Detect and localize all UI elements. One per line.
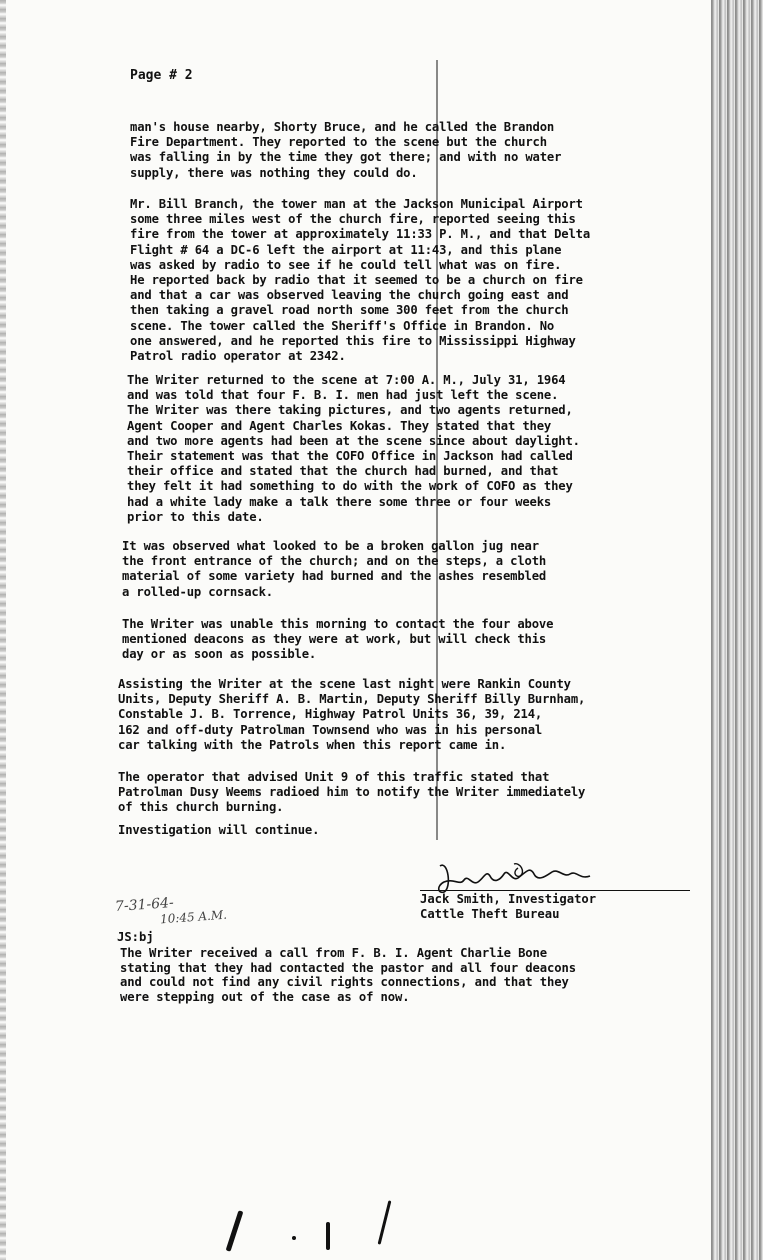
handwritten-date: 7-31-64- <box>114 894 175 916</box>
paragraph-tower-report: Mr. Bill Branch, the tower man at the Jackson Municipal Airport some three miles west of the church fire, reported seeing this fire from the tower at approximately 11:33 P. M., and that Delta Flight # 64 a DC-6 left the airport at 11:43, and this plane was asked by radio to see if he could tell what was on fire. He reported back by radio that it seemed to be a church on fire and that a car was observed leaving the church going east and then taking a gravel road north some 300 feet from the church scene. The tower called the Sheriff's Office in Brandon. No one answered, and he reported this fire to Mississippi Highway Patrol radio operator at 2342. <box>130 197 590 364</box>
paragraph-fbi-agents: The Writer returned to the scene at 7:00 A. M., July 31, 1964 and was told that four F. B. I. men had just left the scene. The Writer was there taking pictures, and two agents returned, Agent Cooper and Agent Charles Kokas. They stated that they and two more agents had been at the scene since about daylight. Their statement was that the COFO Office in Jackson had called their office and stated that the church had burned, and that they felt it had something to do with the work of COFO as they had a white lady make a talk there some three or four weeks prior to this date. <box>127 373 580 524</box>
scan-mark <box>326 1222 330 1250</box>
paragraph-fire-department: man's house nearby, Shorty Bruce, and he called the Brandon Fire Department. They reported to the scene but the church was falling in by the time they got there; and with no water supply, there was nothing they could do. <box>130 120 562 180</box>
signature-line <box>420 890 690 891</box>
scan-mark <box>292 1236 296 1240</box>
paragraph-evidence: It was observed what looked to be a broken gallon jug near the front entrance of the church; and on the steps, a cloth material of some variety had burned and the ashes resembled a rolled-up cornsack. <box>122 539 547 599</box>
handwritten-time: 10:45 A.M. <box>159 907 228 927</box>
paragraph-closing: Investigation will continue. <box>118 823 320 837</box>
scan-edge-right <box>711 0 763 1260</box>
scan-edge-left <box>0 0 6 1260</box>
signer-department: Cattle Theft Bureau <box>420 907 560 921</box>
paragraph-operator: The operator that advised Unit 9 of this traffic stated that Patrolman Dusy Weems radioed him to notify the Writer immediately of this church burning. <box>118 770 586 815</box>
scan-mark <box>378 1200 392 1244</box>
signature-block <box>420 892 596 922</box>
addendum-paragraph: The Writer received a call from F. B. I. Agent Charlie Bone stating that they had contacted the pastor and all four deacons and could not find any civil rights connections, and that they were stepping out of the case as of now. <box>120 946 576 1004</box>
page-number: Page # 2 <box>130 68 193 83</box>
paragraph-deacons: The Writer was unable this morning to contact the four above mentioned deacons as they were at work, but will check this day or as soon as possible. <box>122 617 554 662</box>
paragraph-assisting-units: Assisting the Writer at the scene last night were Rankin County Units, Deputy Sheriff A. B. Martin, Deputy Sheriff Billy Burnham, Constable J. B. Torrence, Highway Patrol Units 36, 39, 214, 162 and off-duty Patrolman Townsend who was in his personal car talking with the Patrols when this report came in. <box>118 677 586 752</box>
signer-name: Jack Smith, Investigator <box>420 892 597 906</box>
scan-mark <box>226 1210 244 1251</box>
typist-initials: JS:bj <box>117 930 154 944</box>
